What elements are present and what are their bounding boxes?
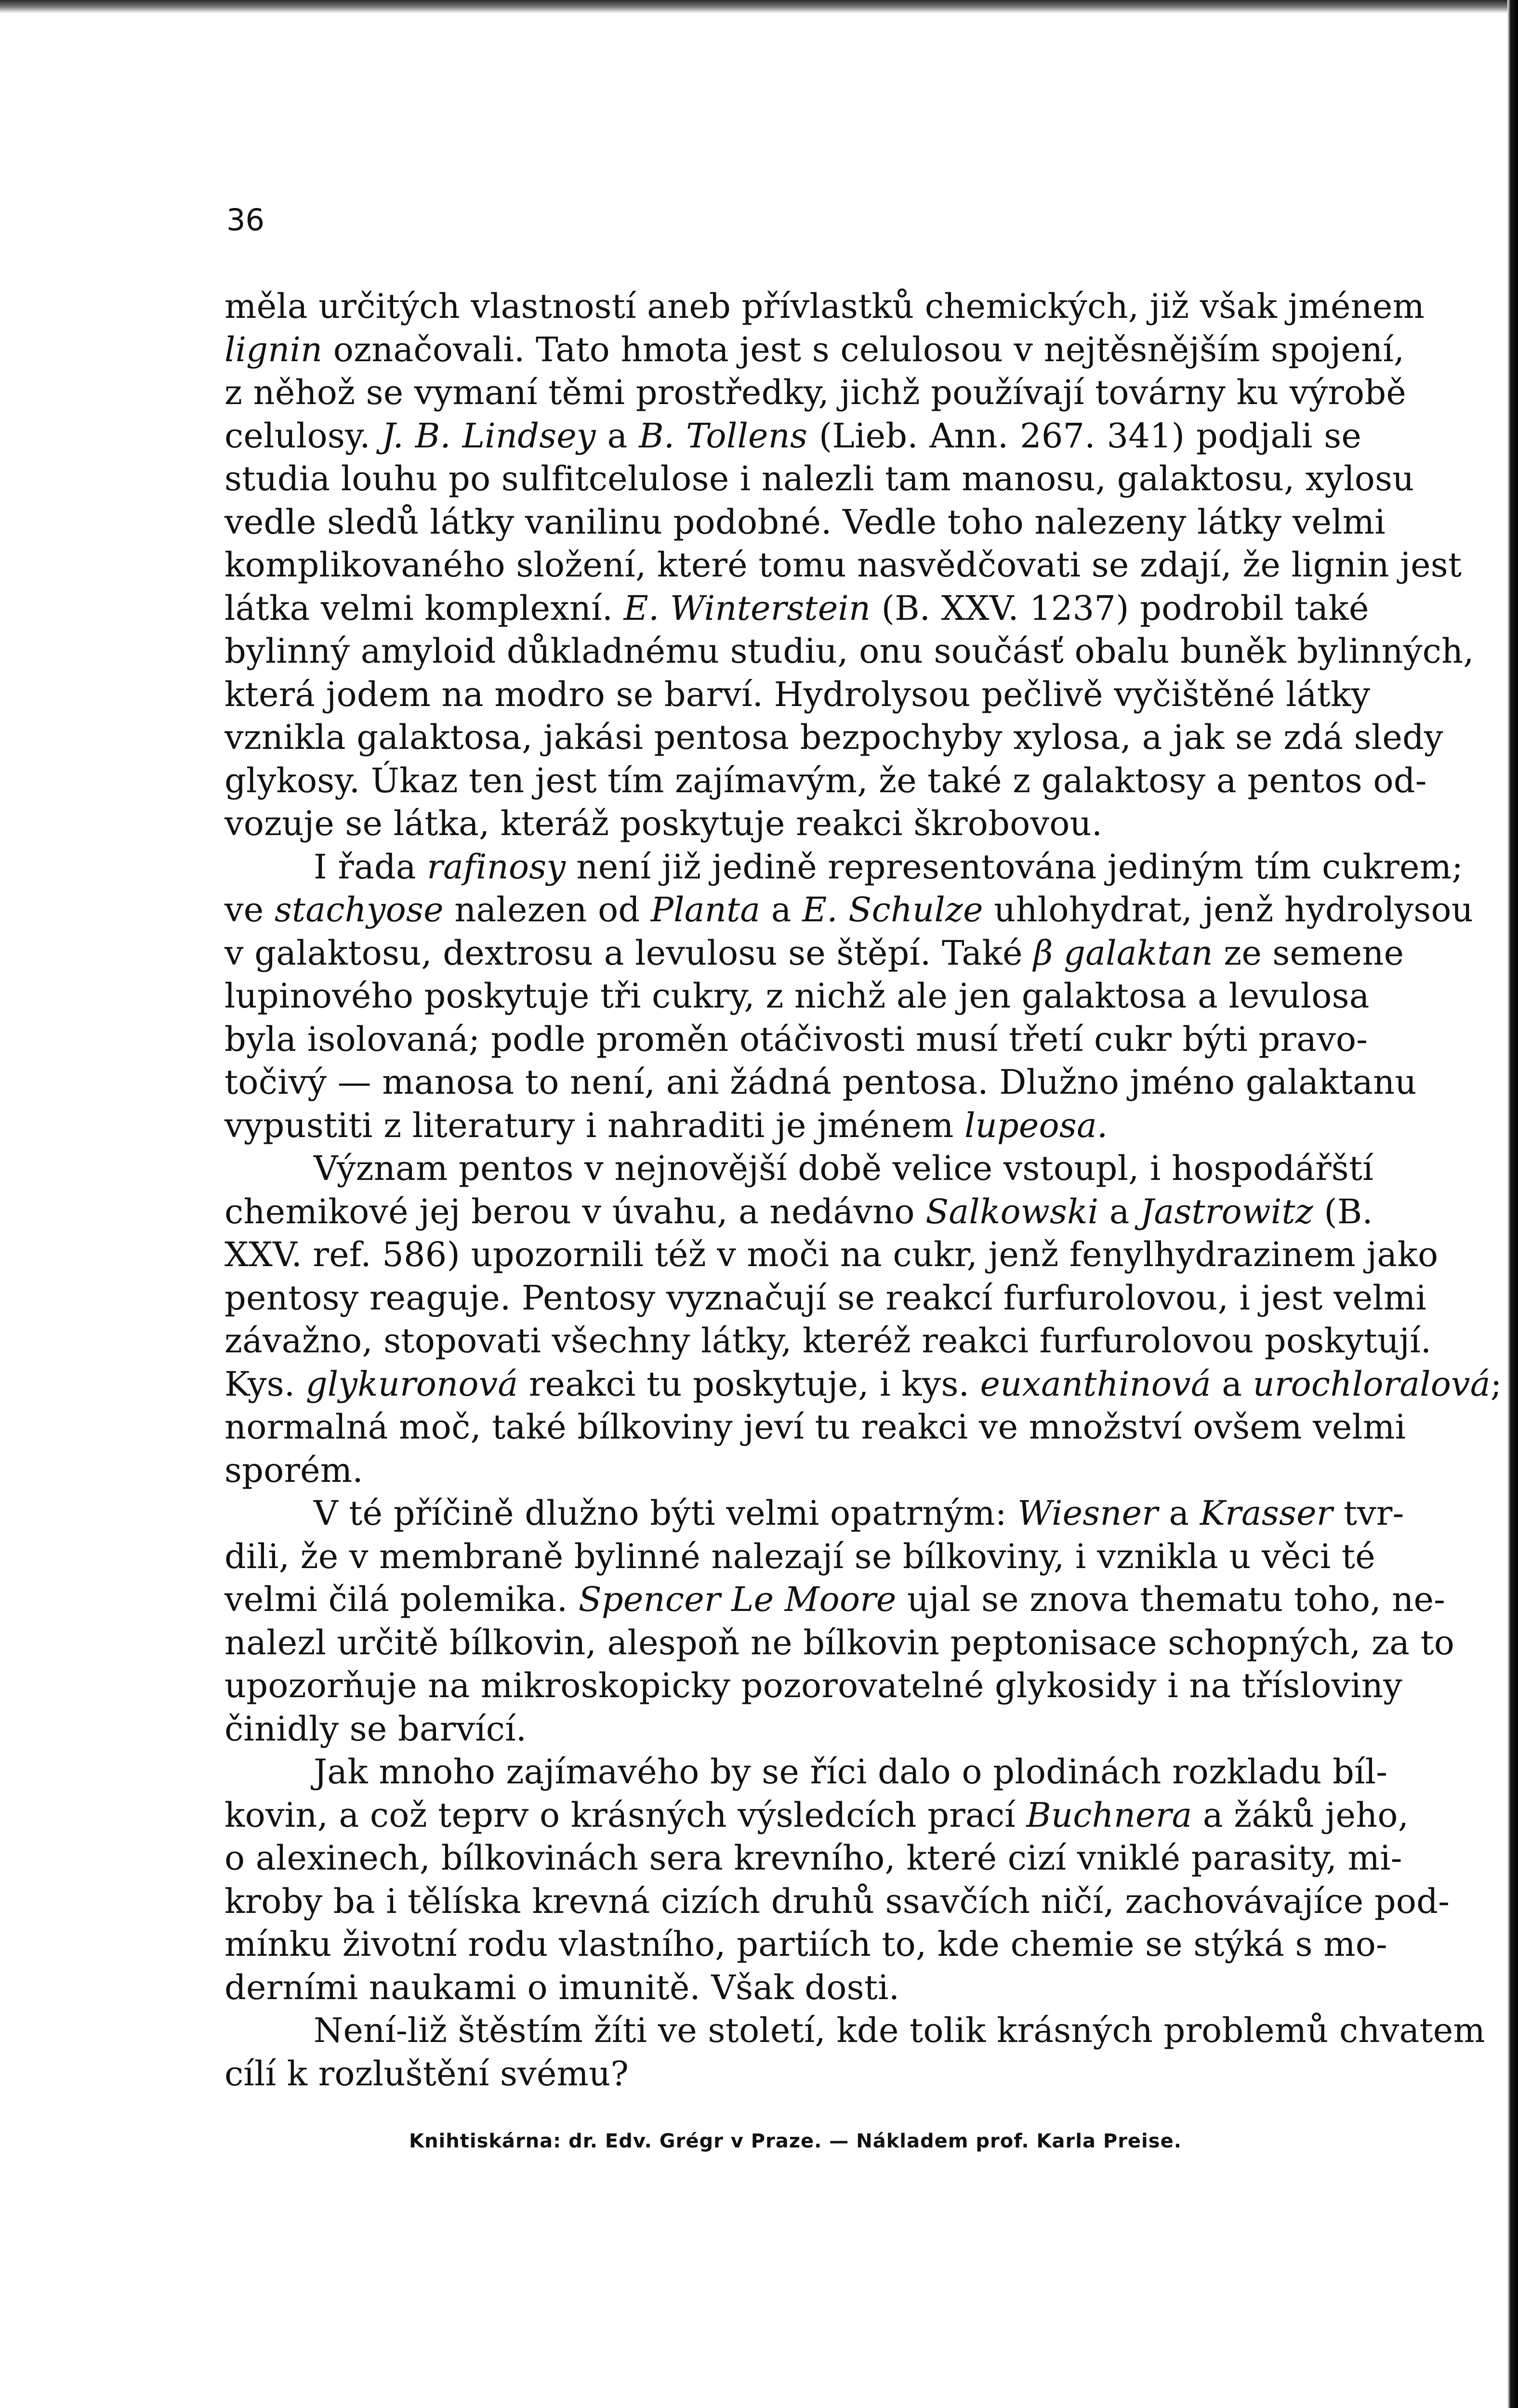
text-line [224, 371, 1407, 415]
text-run: komplikovaného složení, které tomu nasvědčovati se zdají, že lignin jest [224, 545, 1462, 585]
text-run: I řada [314, 847, 427, 887]
text-run: lupinového poskytuje tři cukry, z nichž ale jen galaktosa a levulosa [224, 976, 1370, 1016]
text-line [224, 458, 1414, 501]
text-line [224, 802, 1361, 846]
text-run: a [1158, 1493, 1200, 1533]
text-line [224, 1061, 1417, 1104]
text-run: derními naukami o imunitě. Však dosti. [224, 1967, 900, 2007]
text-run: (Lieb. Ann. 267. 341) podjali se [807, 416, 1361, 456]
text-line [224, 501, 1386, 544]
text-line [224, 1794, 1409, 1837]
italic-term: stachyose [274, 890, 444, 929]
text-line [224, 759, 1427, 803]
italic-term: E. Winterstein [623, 588, 871, 628]
text-line [224, 716, 1443, 759]
text-run: a [1098, 1191, 1141, 1231]
text-run: není již jedině representována jediným tím cukrem; [566, 847, 1464, 887]
text-line [224, 2053, 1361, 2096]
text-line [224, 673, 1371, 717]
text-line [224, 1363, 1502, 1406]
text-run: chemikové jej berou v úvahu, a nedávno [224, 1191, 926, 1231]
text-run: uhlohydrat, jenž hydrolysou [983, 890, 1474, 929]
text-run: která jodem na modro se barví. Hydrolysou pečlivě vyčištěné látky [224, 674, 1371, 714]
italic-term: Buchnera [1026, 1795, 1192, 1835]
text-line [224, 544, 1462, 587]
text-run: mínku životní rodu vlastního, partiích to, kde chemie se stýká s mo- [224, 1924, 1387, 1964]
text-run: glykosy. Úkaz ten jest tím zajímavým, že také z galaktosy a pentos od- [224, 760, 1427, 800]
paragraph [224, 1147, 1502, 1492]
text-run: Kys. [224, 1364, 306, 1404]
italic-term: B. Tollens [639, 416, 808, 456]
text-run: celulosy. [224, 416, 382, 456]
text-line [224, 1923, 1387, 1966]
text-line [224, 1880, 1450, 1924]
text-line [224, 1147, 1373, 1191]
text-run: dili, že v membraně bylinné nalezají se bílkoviny, i vznikla u věci té [224, 1536, 1375, 1576]
text-run: a [1211, 1364, 1253, 1404]
text-line [224, 1191, 1373, 1234]
text-line [224, 1751, 1388, 1794]
text-line [224, 1837, 1402, 1880]
text-run: studia louhu po sulfitcelulose i nalezli tam manosu, galaktosu, xylosu [224, 459, 1414, 498]
text-run: vypustiti z literatury i nahraditi je jménem [224, 1105, 965, 1145]
text-run: tvr- [1333, 1493, 1404, 1533]
text-line [224, 1578, 1445, 1622]
italic-term: Salkowski [925, 1191, 1099, 1231]
italic-term: E. Schulze [802, 890, 983, 929]
printer-footer: Knihtiskárna: dr. Edv. Grégr v Praze. — Nákladem prof. Karla Preise. [409, 2130, 1182, 2152]
text-run: látka velmi komplexní. [224, 588, 624, 628]
scan-edge-top [0, 0, 1518, 13]
italic-term: Krasser [1200, 1493, 1333, 1533]
text-run: nalezen od [443, 890, 651, 929]
text-line [224, 1492, 1404, 1535]
text-run: a žáků jeho, [1192, 1795, 1409, 1835]
text-run: velmi čilá polemika. [224, 1580, 579, 1619]
italic-term: lupeosa. [964, 1105, 1108, 1145]
body-text [224, 285, 1502, 2095]
text-run: činidly se barvící. [224, 1709, 527, 1749]
text-line [224, 932, 1404, 975]
text-line [224, 630, 1474, 673]
italic-term: β galaktan [1033, 933, 1213, 973]
text-line [224, 1277, 1427, 1320]
text-run: normalná moč, také bílkoviny jeví tu reakci ve množství ovšem velmi [224, 1407, 1406, 1447]
text-line [224, 328, 1405, 372]
text-run: sporém. [224, 1450, 363, 1490]
paragraph [224, 846, 1474, 1148]
text-line [224, 1535, 1375, 1579]
text-line [224, 1104, 1361, 1148]
italic-term: Spencer Le Moore [578, 1580, 897, 1619]
paragraph [224, 285, 1474, 846]
text-run: pentosy reaguje. Pentosy vyznačují se reakcí furfurolovou, i jest velmi [224, 1278, 1427, 1318]
text-line [224, 1708, 1361, 1751]
text-run: ve [224, 890, 275, 929]
text-run: v galaktosu, dextrosu a levulosu se štěpí. Také [224, 933, 1034, 973]
italic-term: rafinosy [427, 847, 566, 887]
italic-term: lignin [224, 329, 323, 369]
italic-term: glykuronová [305, 1364, 518, 1404]
text-run: a [595, 416, 639, 456]
text-run: označovali. Tato hmota jest s celulosou v nejtěsnějším spojení, [322, 329, 1405, 369]
scan-edge-right [1507, 0, 1518, 2408]
text-line [224, 1449, 1361, 1492]
text-line [224, 587, 1369, 630]
text-line [224, 1622, 1455, 1665]
text-line [224, 415, 1361, 458]
text-run: reakci tu poskytuje, i kys. [518, 1364, 980, 1404]
text-line [224, 1018, 1368, 1061]
text-run: vedle sledů látky vanilinu podobné. Vedle toho nalezeny látky velmi [224, 502, 1386, 542]
text-run: z něhož se vymaní těmi prostředky, jichž používají továrny ku výrobě [224, 373, 1407, 412]
italic-term: euxanthinová [980, 1364, 1211, 1404]
text-line [224, 285, 1425, 328]
text-run: točivý — manosa to není, ani žádná pentosa. Dlužno jméno galaktanu [224, 1062, 1417, 1102]
paragraph [224, 1492, 1455, 1751]
paragraph [224, 1751, 1450, 2009]
text-run: upozorňuje na mikroskopicky pozorovatelné glykosidy i na třísloviny [224, 1666, 1402, 1705]
text-line [224, 1664, 1402, 1708]
text-line [224, 1966, 1361, 2010]
page-number: 36 [226, 202, 264, 237]
text-run: Jak mnoho zajímavého by se říci dalo o plodinách rozkladu bíl- [314, 1752, 1388, 1792]
italic-term: Planta [650, 890, 761, 929]
text-run: ujal se znova thematu toho, ne- [896, 1580, 1445, 1619]
text-line [224, 846, 1464, 889]
text-run: o alexinech, bílkovinách sera krevního, které cizí vniklé parasity, mi- [224, 1838, 1402, 1878]
text-run: (B. [1313, 1191, 1373, 1231]
text-line [224, 1233, 1439, 1277]
text-run: XXV. ref. 586) upozornili též v moči na cukr, jenž fenylhydrazinem jako [224, 1235, 1439, 1274]
text-run: závažno, stopovati všechny látky, kteréž reakci furfurolovou poskytují. [224, 1321, 1432, 1361]
italic-term: Wiesner [1017, 1493, 1158, 1533]
text-run: cílí k rozluštění svému? [224, 2054, 629, 2094]
italic-term: Jastrowitz [1140, 1191, 1313, 1231]
text-run: byla isolovaná; podle proměn otáčivosti musí třetí cukr býti pravo- [224, 1019, 1368, 1059]
text-run: Není-liž štěstím žíti ve století, kde tolik krásných problemů chvatem [314, 2011, 1485, 2050]
text-run: bylinný amyloid důkladnému studiu, onu součásť obalu buněk bylinných, [224, 631, 1474, 671]
text-run: a [760, 890, 803, 929]
text-line [224, 1406, 1406, 1449]
text-line [224, 889, 1474, 932]
text-run: vozuje se látka, kteráž poskytuje reakci škrobovou. [224, 804, 1103, 843]
paragraph [224, 2009, 1485, 2095]
italic-term: J. B. Lindsey [382, 416, 596, 456]
text-run: (B. XXV. 1237) podrobil také [871, 588, 1369, 628]
text-run: měla určitých vlastností aneb přívlastků chemických, již však jménem [224, 287, 1425, 326]
text-run: ; [1490, 1364, 1502, 1404]
text-line [224, 2009, 1485, 2053]
text-line [224, 975, 1370, 1018]
italic-term: urochloralová [1253, 1364, 1491, 1404]
text-run: kroby ba i tělíska krevná cizích druhů ssavčích ničí, zachovávajíce pod- [224, 1881, 1450, 1921]
text-line [224, 1320, 1432, 1363]
text-run: Význam pentos v nejnovější době velice vstoupl, i hospodářští [314, 1149, 1373, 1188]
text-run: kovin, a což teprv o krásných výsledcích prací [224, 1795, 1027, 1835]
text-run: vznikla galaktosa, jakási pentosa bezpochyby xylosa, a jak se zdá sledy [224, 718, 1443, 757]
text-run: V té příčině dlužno býti velmi opatrným: [314, 1493, 1018, 1533]
text-run: ze semene [1213, 933, 1404, 973]
text-run: nalezl určitě bílkovin, alespoň ne bílkovin peptonisace schopných, za to [224, 1623, 1455, 1662]
